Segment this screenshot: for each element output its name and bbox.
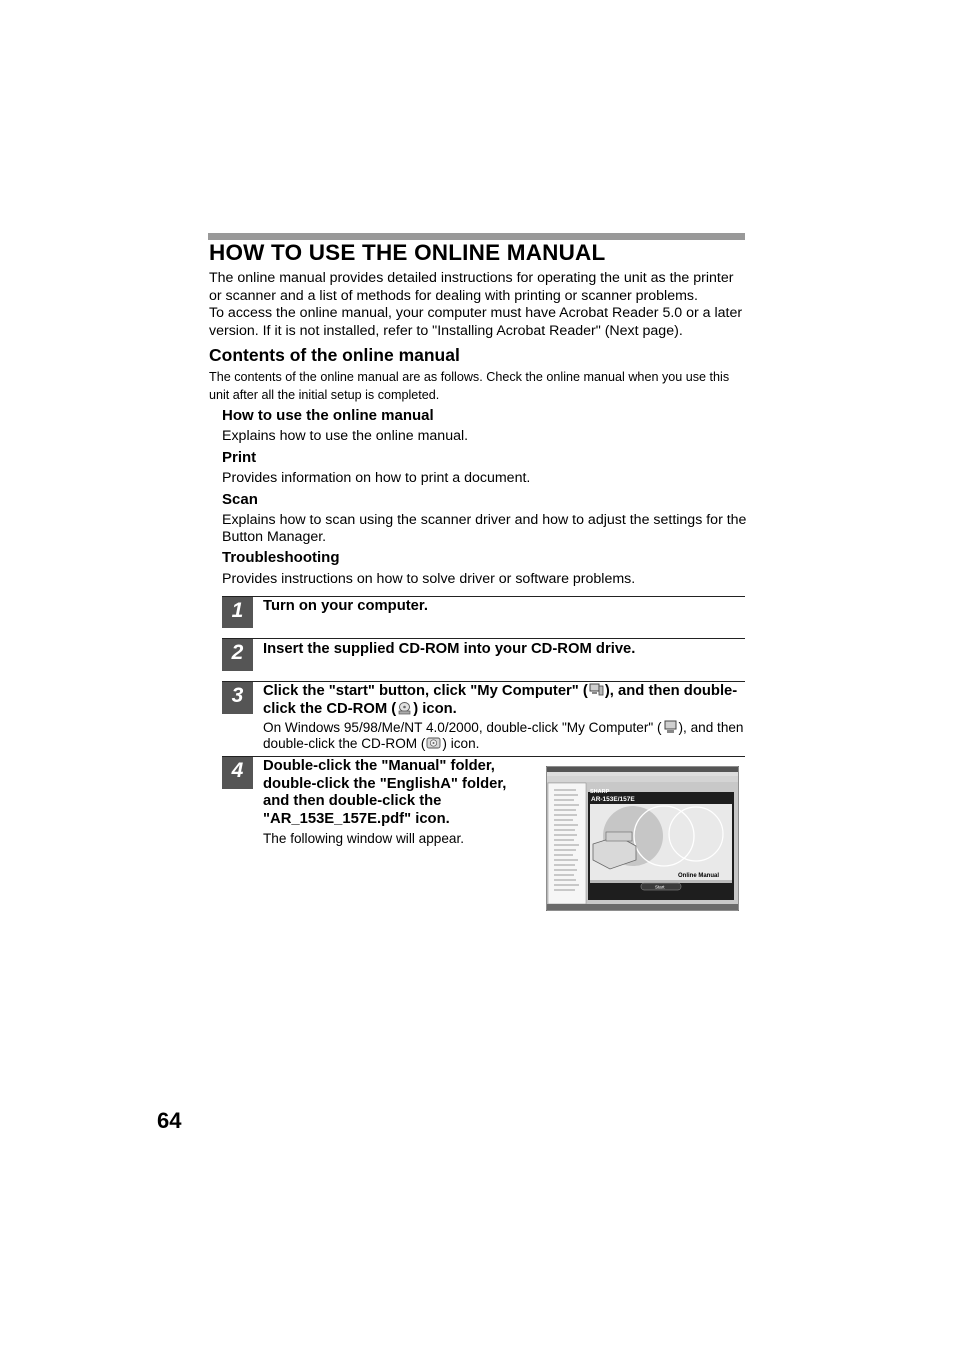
step-divider (222, 638, 745, 639)
step-title: Insert the supplied CD-ROM into your CD-ROM drive. (263, 641, 636, 657)
my-computer-icon (663, 720, 678, 734)
contents-item-title: Troubleshooting (222, 549, 340, 566)
page-number: 64 (157, 1108, 182, 1133)
contents-item-text: Explains how to use the online manual. (222, 428, 469, 444)
screenshot-brand: SHARP (590, 789, 610, 795)
intro-paragraph-1: The online manual provides detailed instructions for operating the unit as the printer or scanner and a list of methods for dealing with printing or scanner problems. (209, 270, 734, 304)
contents-item-title: How to use the online manual (222, 407, 434, 424)
cd-rom-icon (426, 736, 441, 750)
step-number-badge: 3 (222, 682, 253, 714)
step-number-badge: 1 (222, 597, 253, 628)
screenshot-illustration (546, 766, 739, 911)
cd-rom-icon (397, 701, 412, 715)
contents-intro: The contents of the online manual are as follows. Check the online manual when you use this unit after all the initial setup is completed. (209, 370, 730, 402)
step-divider (222, 756, 745, 757)
my-computer-icon (589, 683, 604, 697)
step-title: Turn on your computer. (263, 598, 428, 614)
screenshot-caption: Online Manual (678, 873, 720, 879)
page-title: HOW TO USE THE ONLINE MANUAL (209, 240, 606, 265)
contents-item-title: Print (222, 449, 257, 466)
screenshot-model: AR-153E/157E (591, 796, 635, 803)
contents-heading: Contents of the online manual (209, 345, 460, 365)
step-divider (222, 596, 745, 597)
step-title: Click the "start" button, click "My Computer" ( ), and then double-click the CD-ROM ( ) icon. (263, 683, 738, 717)
step-number-badge: 2 (222, 639, 253, 671)
intro-paragraph-2: To access the online manual, your computer must have Acrobat Reader 5.0 or a later version. If it is not installed, refer to "Installing Acrobat Reader" (Next page). (209, 305, 743, 339)
contents-item-text: Provides information on how to print a document. (222, 470, 531, 486)
step-title: Double-click the "Manual" folder, double-click the "EnglishA" folder, and then double-click the "AR_153E_157E.pdf" icon. (263, 758, 507, 827)
contents-item-title: Scan (222, 491, 258, 508)
step-divider (222, 681, 745, 682)
step-note: The following window will appear. (263, 831, 464, 846)
screenshot-start-button: Start (655, 884, 665, 890)
online-manual-window-screenshot (546, 766, 739, 911)
step-number-badge: 4 (222, 757, 253, 789)
step-note: On Windows 95/98/Me/NT 4.0/2000, double-click "My Computer" ( ), and then double-click the CD-ROM ( ) icon. (263, 720, 744, 751)
contents-item-text: Provides instructions on how to solve driver or software problems. (222, 571, 636, 587)
title-rule-bar (208, 233, 745, 240)
contents-item-text: Explains how to scan using the scanner driver and how to adjust the settings for the Button Manager. (222, 512, 747, 545)
